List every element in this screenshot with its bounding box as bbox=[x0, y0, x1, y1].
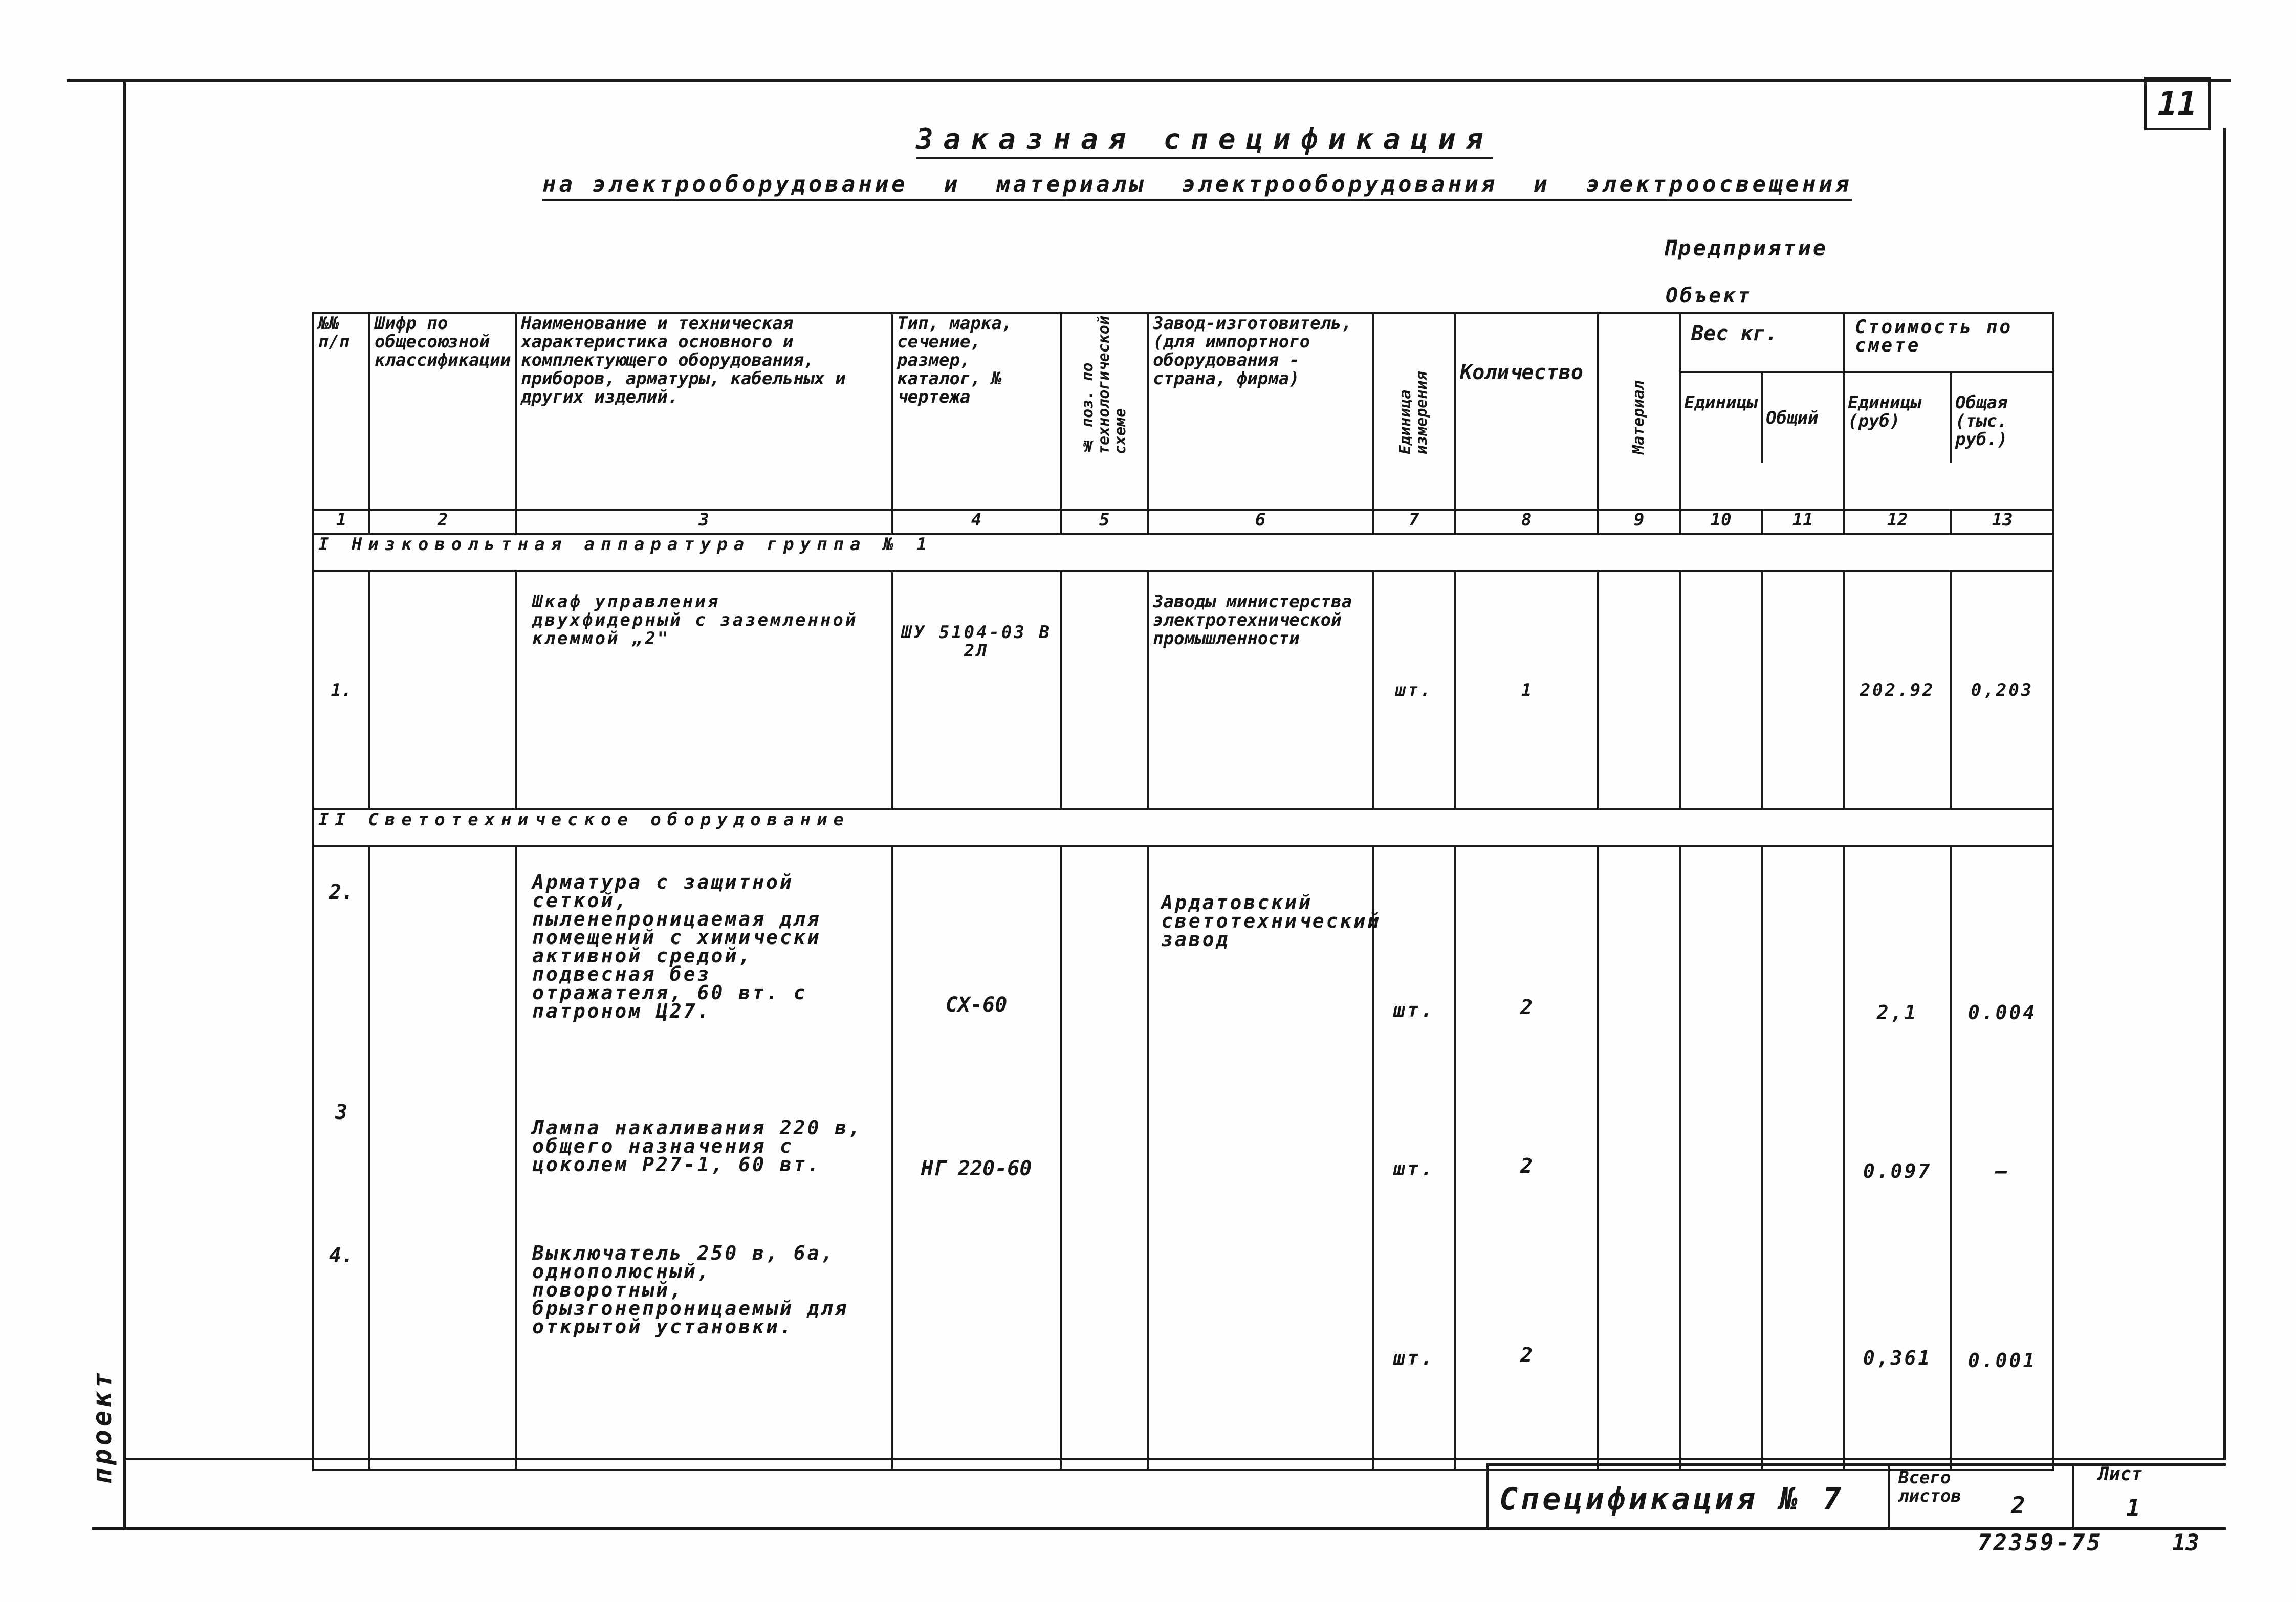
section-row bbox=[313, 809, 2053, 846]
item-total: 0,203 bbox=[1951, 571, 2053, 809]
header-col12: Единицы (руб) bbox=[1845, 373, 1952, 463]
subtitle-part: материалы bbox=[996, 171, 1146, 197]
item-position bbox=[1061, 571, 1148, 809]
sheet-number: 1 bbox=[2126, 1494, 2140, 1522]
item-weight-unit bbox=[1680, 846, 1762, 1470]
page-number: 11 bbox=[2157, 84, 2197, 123]
item-unit: шт. bbox=[1373, 571, 1455, 809]
item-qty: 1 bbox=[1455, 571, 1598, 809]
enterprise-label: Предприятие bbox=[1663, 235, 1828, 260]
item-name: Выключатель 250 в, 6а, однополюсный, поворотный, брызгонепроницаемый для открытой установки. bbox=[532, 1242, 849, 1338]
section-row bbox=[313, 534, 2053, 571]
item-price: 0.097 bbox=[1863, 1160, 1932, 1182]
item-number: 1. bbox=[313, 571, 369, 809]
header-cost-group bbox=[1844, 313, 2053, 510]
header-col3: Наименование и техническая характеристика основного и комплектующего оборудования, приборов, арматуры, кабельных и других изделий. bbox=[516, 313, 892, 510]
subtitle-part: и bbox=[1534, 171, 1550, 197]
table-row-group bbox=[313, 846, 2053, 1470]
item-price: 2,1 bbox=[1876, 1001, 1918, 1024]
header-col6: Завод-изготовитель, (для импортного оборудования - страна, фирма) bbox=[1148, 313, 1373, 510]
item-units bbox=[1373, 846, 1455, 1470]
column-number-row bbox=[313, 510, 2053, 534]
item-types bbox=[892, 846, 1061, 1470]
frame-bottom-line bbox=[92, 1527, 2226, 1530]
col-number: 1 bbox=[313, 510, 369, 534]
item-qty: 2 bbox=[1520, 1344, 1533, 1367]
item-maker: Ардатовский светотехнический завод bbox=[1161, 891, 1382, 951]
item-weight-total bbox=[1762, 846, 1844, 1470]
col-number: 12 bbox=[1844, 510, 1951, 534]
item-number: 4. bbox=[329, 1244, 354, 1267]
col-number: 4 bbox=[892, 510, 1061, 534]
object-label: Объект bbox=[1666, 284, 1752, 308]
table-header-row bbox=[313, 313, 2053, 510]
specification-table bbox=[312, 312, 2054, 1471]
header-col7-text: Единица измерения bbox=[1396, 371, 1431, 454]
total-sheets-label: Всего листов bbox=[1898, 1467, 1961, 1506]
header-col11: Общий bbox=[1766, 408, 1819, 428]
sheet-label: Лист bbox=[2098, 1464, 2142, 1485]
document-subtitle bbox=[542, 171, 1852, 201]
item-name: Арматура с защитной сеткой, пыленепроницаемая для помещений с химически активной средой, подвесная без отражателя, 60 вт. с патроном Ц27. bbox=[532, 871, 821, 1022]
item-name: Шкаф управления двухфидерный с заземленной клеммой „2" bbox=[516, 571, 892, 809]
item-total: 0.004 bbox=[1967, 1001, 2037, 1024]
subtitle-part: электроосвещения bbox=[1586, 171, 1852, 197]
header-weight-group bbox=[1680, 313, 1844, 510]
item-price: 0,361 bbox=[1863, 1347, 1932, 1369]
header-col5-text: № поз. по технологической схеме bbox=[1079, 316, 1130, 454]
header-col13: Общая (тыс. руб.) bbox=[1955, 392, 2008, 450]
item-type: СХ-60 bbox=[945, 993, 1008, 1017]
document-page: 13 bbox=[2172, 1530, 2199, 1556]
item-numbers bbox=[313, 846, 369, 1470]
total-sheets: 2 bbox=[2011, 1491, 2025, 1519]
item-prices bbox=[1844, 846, 1951, 1470]
item-number: 2. bbox=[329, 881, 354, 904]
item-type: ШУ 5104-03 В 2Л bbox=[892, 571, 1061, 809]
col-number: 10 bbox=[1680, 510, 1762, 534]
col-number: 2 bbox=[369, 510, 516, 534]
item-qty: 2 bbox=[1520, 996, 1533, 1019]
stamp-divider bbox=[1888, 1463, 1890, 1527]
header-cost: Стоимость по смете bbox=[1845, 314, 2052, 373]
item-material bbox=[1598, 846, 1680, 1470]
item-price: 202.92 bbox=[1844, 571, 1951, 809]
col-number: 9 bbox=[1598, 510, 1680, 534]
header-col10: Единицы bbox=[1681, 373, 1763, 463]
col-number: 5 bbox=[1061, 510, 1148, 534]
stamp-divider bbox=[2072, 1463, 2074, 1527]
subtitle-part: и bbox=[944, 171, 961, 197]
item-maker: Заводы министерства электротехнической промышленности bbox=[1148, 571, 1373, 809]
subtitle-part: электрооборудования bbox=[1182, 171, 1498, 197]
header-col9 bbox=[1598, 313, 1680, 510]
item-weight-total bbox=[1762, 571, 1844, 809]
table-row bbox=[313, 571, 2053, 809]
item-unit: шт. bbox=[1393, 1157, 1435, 1180]
side-label: проект bbox=[87, 1369, 118, 1484]
header-col1: №№ п/п bbox=[313, 313, 369, 510]
page-number-box bbox=[2144, 77, 2211, 130]
col-number: 8 bbox=[1455, 510, 1598, 534]
item-total: — bbox=[1995, 1160, 2009, 1182]
frame-left-line bbox=[123, 79, 126, 1530]
item-unit: шт. bbox=[1393, 999, 1435, 1021]
header-weight: Вес кг. bbox=[1681, 314, 1843, 373]
header-col7 bbox=[1373, 313, 1455, 510]
stamp-divider bbox=[1486, 1463, 1489, 1527]
header-col5 bbox=[1061, 313, 1148, 510]
col-number: 6 bbox=[1148, 510, 1373, 534]
item-code bbox=[369, 846, 516, 1470]
document-number: 72359-75 bbox=[1978, 1530, 2103, 1556]
subtitle-part: на электрооборудование bbox=[542, 171, 908, 197]
col-number: 13 bbox=[1951, 510, 2053, 534]
specification-number: Спецификация № 7 bbox=[1499, 1481, 1844, 1517]
frame-top-line bbox=[67, 79, 2231, 82]
item-names bbox=[516, 846, 892, 1470]
item-qtys bbox=[1455, 846, 1598, 1470]
header-col2: Шифр по общесоюзной классификации bbox=[369, 313, 516, 510]
item-unit: шт. bbox=[1393, 1347, 1435, 1369]
item-totals bbox=[1951, 846, 2053, 1470]
section-heading: I Низковольтная аппаратура группа № 1 bbox=[313, 534, 2053, 571]
item-makers bbox=[1148, 846, 1382, 1470]
header-col8: Количество bbox=[1455, 313, 1598, 510]
item-qty: 2 bbox=[1520, 1154, 1533, 1178]
section-heading: II Светотехническое оборудование bbox=[313, 809, 2053, 846]
item-number: 3 bbox=[335, 1101, 348, 1124]
item-material bbox=[1598, 571, 1680, 809]
item-weight-unit bbox=[1680, 571, 1762, 809]
item-total: 0.001 bbox=[1967, 1349, 2037, 1372]
item-name: Лампа накаливания 220 в, общего назначения с цоколем Р27-1, 60 вт. bbox=[532, 1116, 863, 1176]
item-position bbox=[1061, 846, 1148, 1470]
item-code bbox=[369, 571, 516, 809]
header-col9-text: Материал bbox=[1630, 380, 1648, 454]
col-number: 7 bbox=[1373, 510, 1455, 534]
frame-right-line bbox=[2223, 128, 2226, 1458]
item-type: НГ 220-60 bbox=[921, 1157, 1032, 1180]
header-col4: Тип, марка, сечение, размер, каталог, № чертежа bbox=[892, 313, 1061, 510]
col-number: 11 bbox=[1762, 510, 1844, 534]
col-number: 3 bbox=[516, 510, 892, 534]
document-title: Заказная спецификация bbox=[916, 123, 1493, 159]
